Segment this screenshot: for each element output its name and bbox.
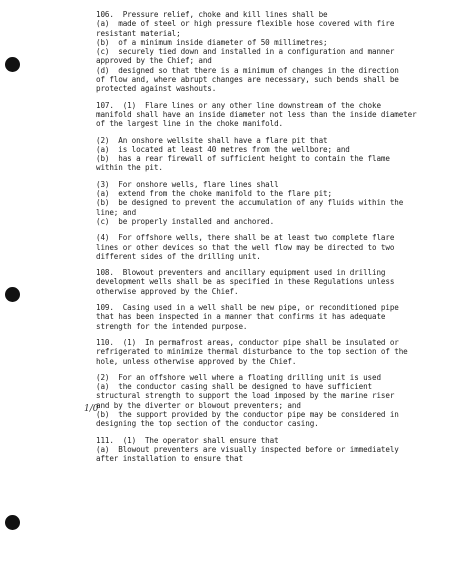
- text-line: otherwise approved by the Chief.: [96, 286, 239, 296]
- punch-hole: [5, 287, 20, 302]
- text-line: (b) be designed to prevent the accumulation of any fluids within the: [96, 198, 404, 208]
- text-line: after installation to ensure that: [96, 454, 243, 464]
- text-line: structural strength to support the load imposed by the marine riser: [96, 391, 395, 401]
- text-line: (3) For onshore wells, flare lines shall: [96, 179, 279, 189]
- text-line: different sides of the drilling unit.: [96, 251, 261, 261]
- text-line: (a) the conductor casing shall be designed to have sufficient: [96, 382, 373, 392]
- section-s107-2: [96, 136, 441, 173]
- section-s110-1: [96, 338, 441, 366]
- text-line: manifold shall have an inside diameter not less than the inside diameter: [96, 109, 417, 119]
- text-line: 110. (1) In permafrost areas, conductor pipe shall be insulated or: [96, 337, 399, 347]
- text-line: line; and: [96, 207, 137, 217]
- text-line: (a) Blowout preventers are visually inspected before or immediately: [96, 444, 399, 454]
- text-line: lines or other devices so that the well flow may be directed to two: [96, 242, 395, 252]
- text-line: of flow and, where abrupt changes are necessary, such bends shall be: [96, 75, 399, 85]
- section-s107-1: [96, 101, 441, 129]
- section-s110-2: [96, 373, 441, 429]
- text-line: of the largest line in the choke manifold.: [96, 119, 283, 129]
- section-s111: [96, 436, 441, 464]
- section-s109: [96, 303, 441, 331]
- section-s107-3: [96, 180, 441, 226]
- text-line: (a) made of steel or high pressure flexible hose covered with fire: [96, 19, 395, 29]
- text-line: (b) of a minimum inside diameter of 50 millimetres;: [96, 37, 328, 47]
- text-line: designing the top section of the conductor casing.: [96, 419, 319, 429]
- text-line: (4) For offshore wells, there shall be at least two complete flare: [96, 233, 395, 243]
- text-line: 107. (1) Flare lines or any other line downstream of the choke: [96, 100, 381, 110]
- section-s106: [96, 10, 441, 94]
- text-line: within the pit.: [96, 163, 163, 173]
- punch-hole: [5, 515, 20, 530]
- text-line: development wells shall be as specified in these Regulations unless: [96, 277, 395, 287]
- text-line: protected against washouts.: [96, 84, 217, 94]
- section-s108: [96, 268, 441, 296]
- text-line: resistant material;: [96, 28, 181, 38]
- text-line: that has been inspected in a manner that confirms it has adequate: [96, 312, 386, 322]
- text-line: approved by the Chief; and: [96, 56, 212, 66]
- text-line: hole, unless otherwise approved by the Chief.: [96, 356, 297, 366]
- text-line: (2) An onshore wellsite shall have a flare pit that: [96, 135, 328, 145]
- text-line: 111. (1) The operator shall ensure that: [96, 435, 279, 445]
- text-line: (a) extend from the choke manifold to the flare pit;: [96, 189, 332, 199]
- text-line: 109. Casing used in a well shall be new pipe, or reconditioned pipe: [96, 303, 399, 313]
- text-line: (c) be properly installed and anchored.: [96, 216, 275, 226]
- section-s107-4: [96, 233, 441, 261]
- text-line: 108. Blowout preventers and ancillary equipment used in drilling: [96, 268, 386, 278]
- text-line: strength for the intended purpose.: [96, 321, 248, 331]
- text-line: and by the diverter or blowout preventers; and: [96, 400, 301, 410]
- text-line: (a) is located at least 40 metres from the wellbore; and: [96, 144, 350, 154]
- punch-hole: [5, 57, 20, 72]
- text-line: 106. Pressure relief, choke and kill lines shall be: [96, 10, 328, 19]
- handwritten-margin-note: 1/0: [84, 404, 99, 414]
- text-line: refrigerated to minimize thermal disturbance to the top section of the: [96, 347, 408, 357]
- text-line: (d) designed so that there is a minimum of changes in the direction: [96, 65, 399, 75]
- text-line: (2) For an offshore well where a floating drilling unit is used: [96, 372, 381, 382]
- regulation-text: [96, 10, 441, 470]
- text-line: (b) has a rear firewall of sufficient height to contain the flame: [96, 154, 390, 164]
- text-line: (c) securely tied down and installed in a configuration and manner: [96, 47, 395, 57]
- text-line: (b) the support provided by the conductor pipe may be considered in: [96, 409, 399, 419]
